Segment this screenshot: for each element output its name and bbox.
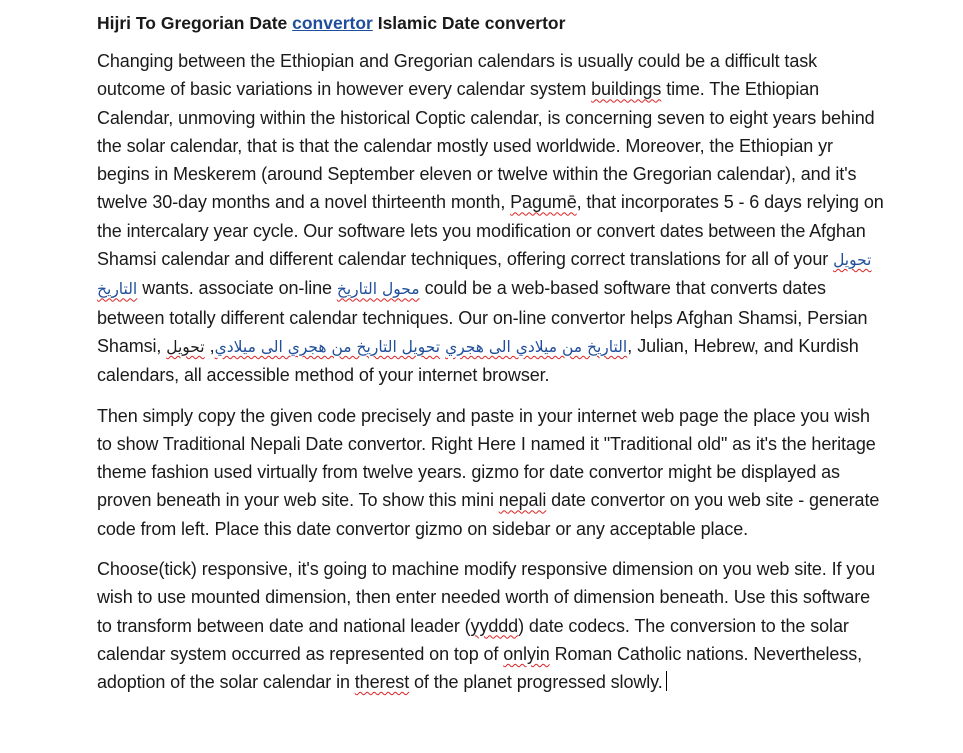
misspelled-word[interactable]: nepali <box>498 490 547 511</box>
misspelled-word[interactable]: onlyin <box>503 643 550 664</box>
p1-text-1: Changing between the Ethiopian and Gregorian calendars is usually could be a difficult task outcome of basic variations in however every calendar system <box>97 51 818 100</box>
text-cursor <box>666 671 667 691</box>
p1-text-4: wants. associate on-line <box>137 278 337 299</box>
p3-text-4: of the planet progressed slowly. <box>409 672 663 693</box>
paragraph-1 <box>97 47 887 390</box>
misspelled-word[interactable]: yyddd <box>470 615 519 636</box>
arabic-link-date-conversion[interactable]: تحويل التاريخ <box>97 251 872 299</box>
p1-text-6: , <box>204 335 215 356</box>
p1-text-3: , that incorporates 5 - 6 days relying on the intercalary year cycle. Our software lets you modification or convert dates between the Afghan Shamsi calendar and different calendar techniques, offering correct translations for all of your <box>97 192 884 270</box>
title-text-2: Islamic Date convertor <box>372 13 566 33</box>
document-body <box>97 10 887 709</box>
misspelled-word[interactable]: Pagumē <box>510 192 577 213</box>
title-text-1: Hijri To Gregorian Date <box>97 13 293 33</box>
p1-text-8: , Julian, Hebrew, and Kurdish calendars, all accessible method of your internet browser. <box>97 335 859 386</box>
p3-text-2: ) date codecs. The conversion to the solar calendar system occurred as represented on top of <box>97 615 849 664</box>
convertor-link[interactable]: convertor <box>292 13 373 33</box>
p3-text-1: Choose(tick) responsive, it's going to machine modify responsive dimension on you web site. If you wish to use mounted dimension, then enter needed worth of dimension beneath. Use this software to transform between date and national leader ( <box>97 559 876 636</box>
p3-text-3: Roman Catholic nations. Nevertheless, adoption of the solar calendar in <box>97 643 863 693</box>
misspelled-word[interactable]: therest <box>354 672 410 693</box>
paragraph-2 <box>97 402 887 543</box>
p1-text-2: time. The Ethiopian Calendar, unmoving within the historical Coptic calendar, is concerning seven to eight years behind the solar calendar, that is that the calendar mostly used worldwide. Moreover, the Ethiopian yr begins in Meskerem (around September eleven or twelve within the Gregorian calendar), and it's twelve 30-day months and a novel thirteenth month, <box>97 79 875 213</box>
arabic-link-gregorian-to-hijri[interactable]: التاريخ من ميلادي الى هجري <box>445 337 628 356</box>
p1-text-5: could be a web-based software that converts dates between totally different calendar techniques. Our on-line convertor helps Afghan Shamsi, Persian Shamsi, <box>97 278 868 356</box>
arabic-link-hijri-to-gregorian[interactable]: تحويل التاريخ من هجري الى ميلادي <box>214 337 441 356</box>
page-title <box>97 10 887 36</box>
paragraph-3 <box>97 555 887 696</box>
misspelled-word[interactable]: buildings <box>591 79 662 100</box>
p2-text-1: Then simply copy the given code precisely and paste in your internet web page the place you wish to show Traditional Nepali Date convertor. Right Here I named it "Traditional old" as it's the heritage theme fashion used virtually from twelve years. gizmo for date convertor might be displayed as proven beneath in your web site. To show this mini <box>97 405 876 511</box>
arabic-word-conversion[interactable]: تحويل <box>166 337 205 356</box>
p2-text-2: date convertor on you web site - generate code from left. Place this date convertor gizmo on sidebar or any acceptable place. <box>97 490 880 539</box>
arabic-link-date-converter[interactable]: محول التاريخ <box>336 280 420 299</box>
